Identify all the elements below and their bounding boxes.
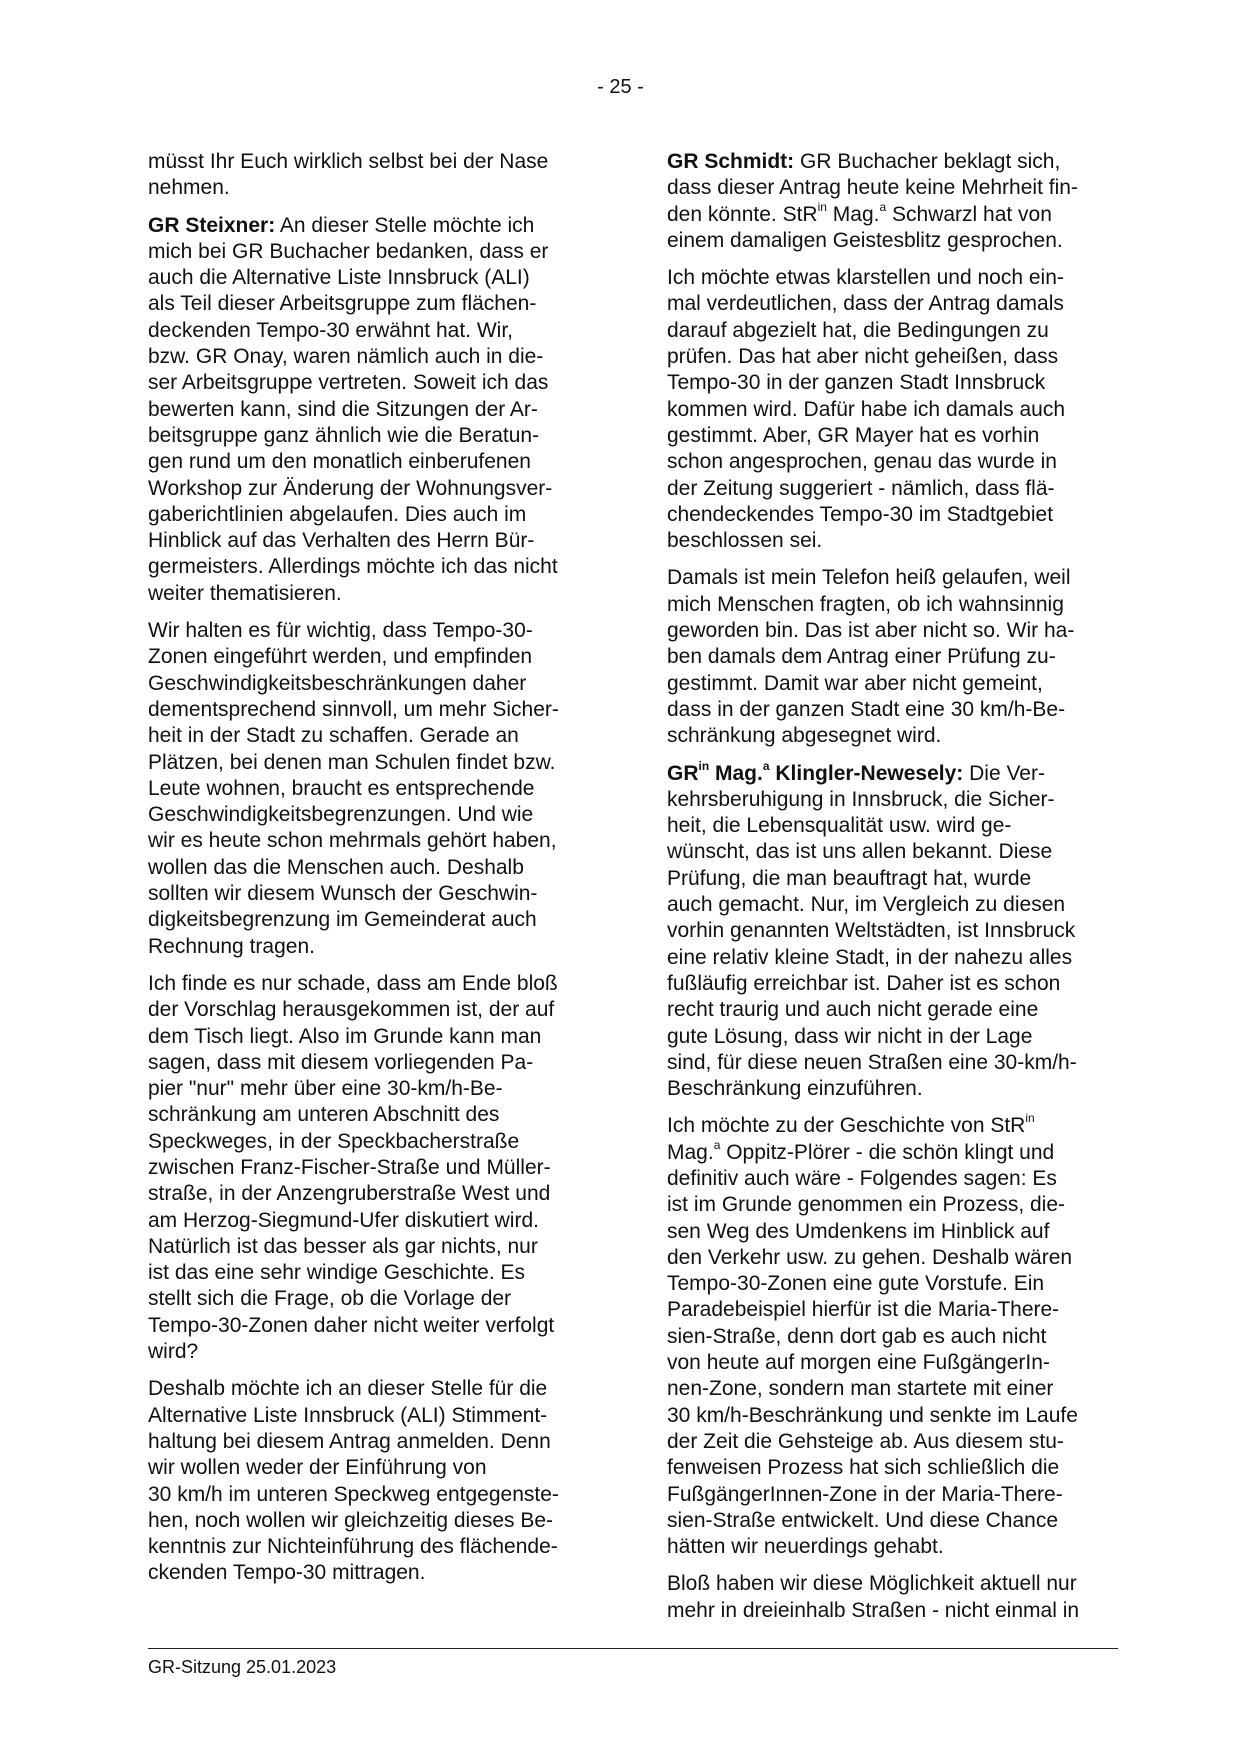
text-line: wir es heute schon mehrmals gehört haben, — [148, 829, 557, 853]
text-line: digkeitsbegrenzung im Gemeinderat auch — [148, 908, 537, 932]
text-line: mich Menschen fragten, ob ich wahnsinnig — [667, 592, 1064, 616]
speaker-name: GR Schmidt: — [667, 150, 795, 173]
paragraph — [667, 149, 1129, 254]
text-line: sien-Straße, denn dort gab es auch nicht — [667, 1324, 1047, 1348]
text-line: heit, die Lebensqualität usw. wird ge- — [667, 814, 1012, 838]
text-line: dementsprechend sinnvoll, um mehr Sicher- — [148, 697, 559, 721]
paragraph — [148, 149, 610, 202]
text-line: Tempo-30-Zonen eine gute Vorstufe. Ein — [667, 1272, 1045, 1296]
text-line: Geschwindigkeitsbegrenzungen. Und wie — [148, 803, 534, 827]
text-line: dass dieser Antrag heute keine Mehrheit fin- — [667, 176, 1078, 200]
text-line: Natürlich ist das besser als gar nichts, nur — [148, 1234, 538, 1258]
text-line: Wir halten es für wichtig, dass Tempo-30- — [148, 619, 533, 643]
paragraph — [667, 265, 1129, 554]
text-line: sien-Straße entwickelt. Und diese Chance — [667, 1508, 1059, 1532]
text-line: beitsgruppe ganz ähnlich wie die Beratun- — [148, 423, 540, 447]
text-line: sen Weg des Umdenkens im Hinblick auf — [667, 1219, 1050, 1243]
text-line: heit in der Stadt zu schaffen. Gerade an — [148, 724, 519, 748]
text-line: Plätzen, bei denen man Schulen findet bzw. — [148, 750, 556, 774]
text-line: geworden bin. Das ist aber nicht so. Wir ha- — [667, 619, 1075, 643]
text-line: Speckweges, in der Speckbacherstraße — [148, 1129, 520, 1153]
text-line: bzw. GR Onay, waren nämlich auch in die- — [148, 345, 544, 369]
text-line: Deshalb möchte ich an dieser Stelle für die — [148, 1377, 548, 1401]
page-number: - 25 - — [597, 76, 644, 98]
text-line: Rechnung tragen. — [148, 934, 315, 958]
text-line: eine relativ kleine Stadt, in der nahezu alles — [667, 945, 1073, 969]
text-line: von heute auf morgen eine FußgängerIn- — [667, 1351, 1050, 1375]
text-line: wir wollen weder der Einführung von — [148, 1456, 487, 1480]
text-line: haltung bei diesem Antrag anmelden. Denn — [148, 1429, 551, 1453]
paragraph — [667, 565, 1129, 749]
text-line: den Verkehr usw. zu gehen. Deshalb wären — [667, 1245, 1073, 1269]
text-line: ckenden Tempo-30 mittragen. — [148, 1561, 426, 1585]
text-line: müsst Ihr Euch wirklich selbst bei der Nase — [148, 150, 549, 173]
text-line: FußgängerInnen-Zone in der Maria-There- — [667, 1482, 1063, 1506]
text-line: Ich möchte etwas klarstellen und noch ein- — [667, 266, 1064, 290]
text-line: GR Steixner: An dieser Stelle möchte ich — [148, 213, 535, 237]
speaker-name: $GR^{in}$ Mag.$^a$ Klingler-Newesely: — [667, 758, 964, 785]
text-line: wird? — [148, 1340, 199, 1364]
text-line: GR Schmidt: GR Buchacher beklagt sich, — [667, 150, 1061, 173]
text-line: ist das eine sehr windige Geschichte. Es — [148, 1261, 526, 1285]
paragraph — [148, 618, 610, 960]
text-line: als Teil dieser Arbeitsgruppe zum flächen- — [148, 292, 537, 316]
text-line: Alternative Liste Innsbruck (ALI) Stimment- — [148, 1403, 548, 1427]
text-line: dass in der ganzen Stadt eine 30 km/h-Be- — [667, 697, 1066, 721]
text-line: beschlossen sei. — [667, 529, 823, 553]
text-line: gestimmt. Damit war aber nicht gemeint, — [667, 671, 1043, 695]
text-line: am Herzog-Siegmund-Ufer diskutiert wird. — [148, 1208, 539, 1232]
text-line: Prüfung, die man beauftragt hat, wurde — [667, 866, 1032, 890]
paragraph — [667, 1571, 1129, 1624]
text-line: hätten wir neuerdings gehabt. — [667, 1535, 944, 1559]
text-line: kommen wird. Dafür habe ich damals auch — [667, 397, 1066, 421]
text-line: recht traurig und auch nicht gerade eine — [667, 998, 1039, 1022]
left-column — [148, 149, 610, 1598]
text-line: deckenden Tempo-30 erwähnt hat. Wir, — [148, 318, 513, 342]
paragraph — [148, 971, 610, 1365]
text-line: mehr in dreieinhalb Straßen - nicht einmal in — [667, 1598, 1080, 1622]
text-line: Ich finde es nur schade, dass am Ende bloß — [148, 971, 558, 995]
text-line: zwischen Franz-Fischer-Straße und Müller- — [148, 1155, 551, 1179]
text-line: Damals ist mein Telefon heiß gelaufen, weil — [667, 566, 1071, 590]
text-line: kehrsberuhigung in Innsbruck, die Sicher- — [667, 787, 1055, 811]
text-line: Hinblick auf das Verhalten des Herrn Bür- — [148, 529, 535, 553]
text-line: mal verdeutlichen, dass der Antrag damals — [667, 292, 1064, 316]
text-line: Ich möchte zu der Geschichte von StR$^{in}$ — [667, 1111, 1035, 1138]
paragraph — [148, 213, 610, 607]
text-line: $GR^{in}$ Mag.$^a$ Klingler-Newesely: Die Ver- — [667, 758, 1045, 785]
text-line: Mag.$^a$ Oppitz-Plörer - die schön klingt und — [667, 1137, 1055, 1164]
text-line: hen, noch wollen wir gleichzeitig dieses Be- — [148, 1508, 554, 1532]
text-line: gute Lösung, dass wir nicht in der Lage — [667, 1024, 1033, 1048]
text-line: fenweisen Prozess hat sich schließlich die — [667, 1456, 1060, 1480]
text-line: dem Tisch liegt. Also im Grunde kann man — [148, 1024, 542, 1048]
text-line: Tempo-30-Zonen daher nicht weiter verfolgt — [148, 1313, 555, 1337]
text-line: gestimmt. Aber, GR Mayer hat es vorhin — [667, 423, 1040, 447]
text-line: der Zeitung suggeriert - nämlich, dass flä- — [667, 476, 1055, 500]
text-line: auch die Alternative Liste Innsbruck (ALI) — [148, 266, 530, 290]
footer-divider — [148, 1648, 1118, 1649]
text-line: schon angesprochen, genau das wurde in — [667, 450, 1057, 474]
text-line: schränkung am unteren Abschnitt des — [148, 1103, 500, 1127]
text-line: Zonen eingeführt werden, und empfinden — [148, 645, 533, 669]
footer-session-date: GR-Sitzung 25.01.2023 — [148, 1657, 337, 1677]
text-line: gaberichtlinien abgelaufen. Dies auch im — [148, 502, 527, 526]
text-line: germeisters. Allerdings möchte ich das nicht — [148, 555, 558, 579]
text-line: fußläufig erreichbar ist. Daher ist es schon — [667, 971, 1061, 995]
text-line: nehmen. — [148, 176, 230, 200]
text-line: pier "nur" mehr über eine 30-km/h-Be- — [148, 1077, 503, 1101]
text-line: kenntnis zur Nichteinführung des flächende- — [148, 1535, 558, 1559]
text-line: mich bei GR Buchacher bedanken, dass er — [148, 239, 549, 263]
text-line: prüfen. Das hat aber nicht geheißen, dass — [667, 345, 1059, 369]
text-line: nen-Zone, sondern man startete mit einer — [667, 1377, 1054, 1401]
text-line: Workshop zur Änderung der Wohnungsver- — [148, 476, 553, 500]
speaker-name: GR Steixner: — [148, 213, 276, 237]
right-column — [667, 149, 1129, 1635]
text-line: Paradebeispiel hierfür ist die Maria-There- — [667, 1298, 1060, 1322]
text-line: den könnte. StR$^{in}$ Mag.$^a$ Schwarzl hat von — [667, 199, 1052, 226]
text-line: ser Arbeitsgruppe vertreten. Soweit ich das — [148, 371, 549, 395]
text-line: auch gemacht. Nur, im Vergleich zu diesen — [667, 893, 1066, 917]
text-line: sagen, dass mit diesem vorliegenden Pa- — [148, 1050, 534, 1074]
text-line: weiter thematisieren. — [148, 581, 342, 605]
paragraph — [667, 1113, 1129, 1560]
text-line: wünscht, das ist uns allen bekannt. Diese — [667, 840, 1053, 864]
text-line: definitiv auch wäre - Folgendes sagen: Es — [667, 1166, 1057, 1190]
paragraph — [148, 1376, 610, 1586]
text-line: Tempo-30 in der ganzen Stadt Innsbruck — [667, 371, 1046, 395]
text-line: der Vorschlag herausgekommen ist, der auf — [148, 998, 555, 1022]
text-line: ist im Grunde genommen ein Prozess, die- — [667, 1193, 1066, 1217]
text-line: 30 km/h im unteren Speckweg entgegenste- — [148, 1482, 559, 1506]
text-line: Leute wohnen, braucht es entsprechende — [148, 776, 535, 800]
text-line: der Zeit die Gehsteige ab. Aus diesem stu- — [667, 1429, 1064, 1453]
text-line: wollen das die Menschen auch. Deshalb — [148, 855, 524, 879]
text-line: 30 km/h-Beschränkung und senkte im Laufe — [667, 1403, 1078, 1427]
text-line: gen rund um den monatlich einberufenen — [148, 450, 531, 474]
text-line: schränkung abgesegnet wird. — [667, 724, 942, 748]
text-line: einem damaligen Geistesblitz gesprochen. — [667, 228, 1063, 252]
text-line: chendeckendes Tempo-30 im Stadtgebiet — [667, 502, 1054, 526]
text-line: vorhin genannten Weltstädten, ist Innsbruck — [667, 919, 1076, 943]
text-line: stellt sich die Frage, ob die Vorlage der — [148, 1287, 512, 1311]
text-line: Geschwindigkeitsbeschränkungen daher — [148, 671, 527, 695]
text-line: ben damals dem Antrag einer Prüfung zu- — [667, 645, 1056, 669]
text-line: straße, in der Anzengruberstraße West und — [148, 1182, 551, 1206]
text-line: bewerten kann, sind die Sitzungen der Ar- — [148, 397, 538, 421]
text-line: Bloß haben wir diese Möglichkeit aktuell nur — [667, 1572, 1077, 1596]
paragraph — [667, 758, 1129, 1103]
text-line: darauf abgezielt hat, die Bedingungen zu — [667, 318, 1049, 342]
text-line: Beschränkung einzuführen. — [667, 1077, 923, 1101]
text-line: sollten wir diesem Wunsch der Geschwin- — [148, 882, 538, 906]
text-line: sind, für diese neuen Straßen eine 30-km/h- — [667, 1050, 1077, 1074]
